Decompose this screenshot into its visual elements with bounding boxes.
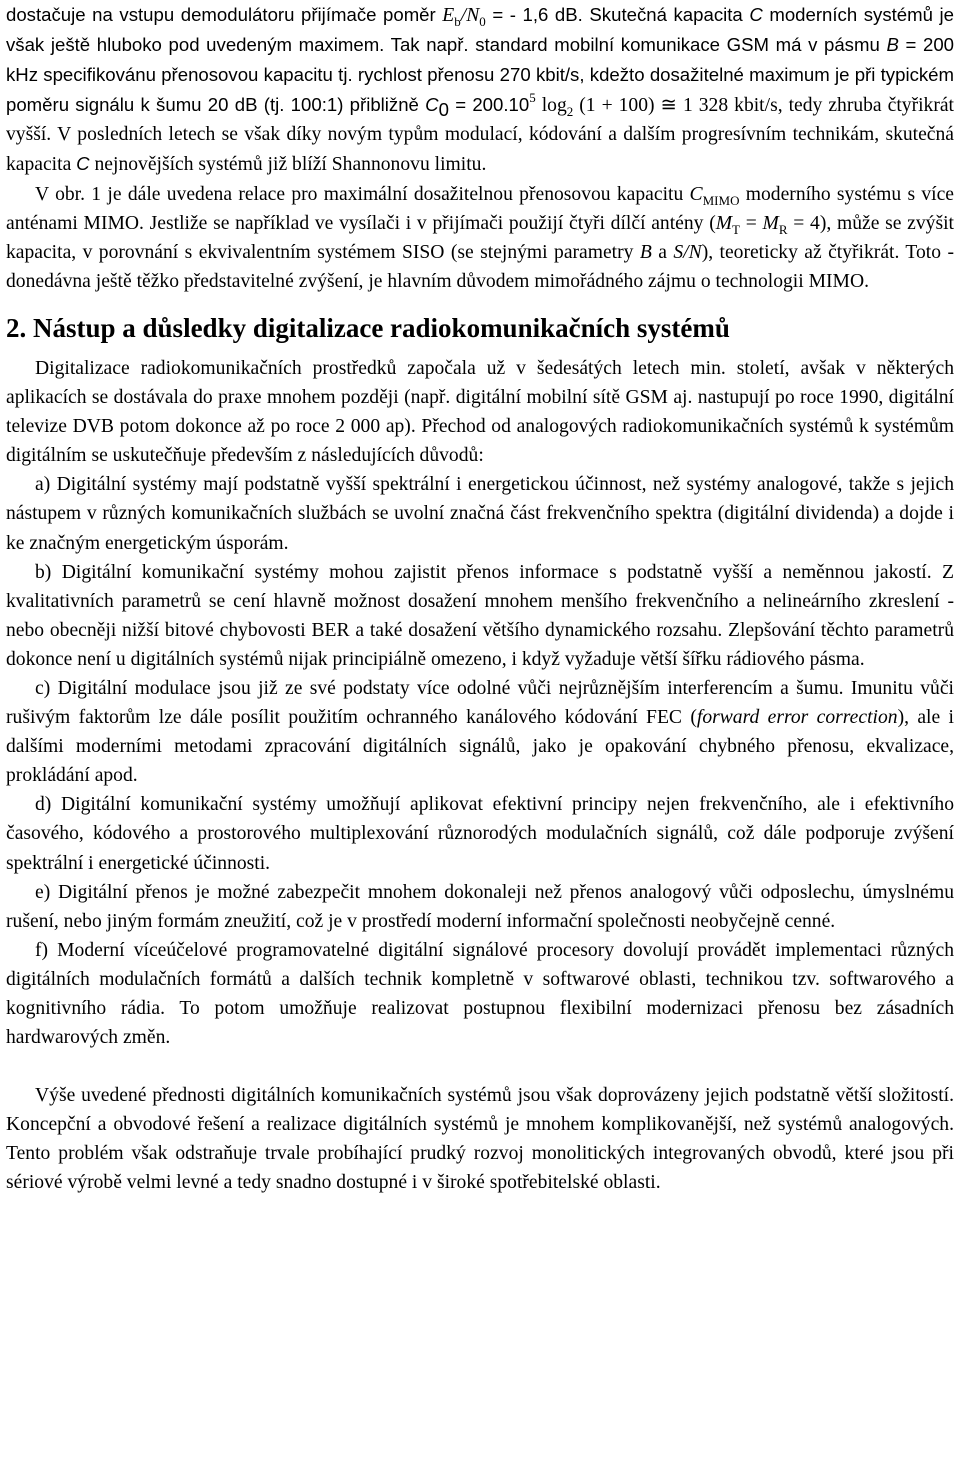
list-item-e: e) Digitální přenos je možné zabezpečit mnohem dokonaleji než přenos analogový vůči odposlechu, úmyslnému rušení, nebo jiným formám zneužití, což je v prostředí moderní informační společnosti neobyčejně cenné. (6, 881, 954, 932)
document-page (6, 0, 954, 1198)
symbol-e: E (442, 5, 455, 26)
text-segment: a (651, 241, 674, 263)
subscript: MIMO (702, 192, 740, 208)
paragraph-digitalization: Digitalizace radiokomunikačních prostředků započala už v šedesátých letech min. století, avšak v některých aplikacích se dostávala do praxe mnohem později (např. digitální mobilní sítě GSM aj. nastupují po roce 1990, digitální televize DVB potom dokonce až po roce 2 000 ap). Přechod od analogových radiokomunikačních systémů k systémům digitálním se uskutečňuje především z následujících důvodů: (6, 357, 954, 467)
symbol-c0: C (425, 94, 439, 116)
text-segment: = - 1,6 dB. Skutečná kapacita (485, 4, 750, 25)
symbol-n: /N (460, 5, 480, 26)
list-item-b: b) Digitální komunikační systémy mohou zajistit přenos informace s podstatně vyšší a neměnnou jakostí. Z kvalitativních parametrů se cení hlavně možnost dosažení mnohem menšího frekvenčního a nelineárního zkreslení - nebo obecněji nižší bitové chybovosti BER a také dosažení většího dynamického rozsahu. Zlepšování těchto parametrů dokonce není u digitálních systémů nijak principiálně omezeno, i když vyžaduje větší šířku rádiového pásma. (6, 561, 954, 670)
symbol-b: B (886, 34, 899, 56)
text-segment: c) Digitální modulace jsou již ze své podstaty více odolné vůči nejrůznějším interferencím a šumu. Imunitu vůči rušivým faktorům lze dále posílit použitím ochranného kanálového kódování FEC ( (6, 677, 954, 729)
subscript: 2 (566, 104, 574, 120)
subscript: T (732, 221, 740, 237)
text-segment: (1 + 100) ≅ 1 328 kbit/s, tedy zhruba čtyřikrát vyšší. (6, 95, 954, 146)
symbol-b: B (639, 241, 652, 263)
symbol-m: M (715, 212, 733, 234)
symbol-c: C (749, 4, 763, 25)
symbol-c: C (76, 153, 90, 175)
text-segment: = (740, 212, 763, 234)
superscript: 5 (529, 90, 536, 106)
text-segment: nejnovějších systémů již blíží Shannonovu limitu. (89, 154, 487, 176)
text-segment: log (535, 95, 567, 117)
symbol-sn: S/N (673, 241, 702, 263)
text-segment: ), ale i dalšími moderními metodami zpracování digitálních signálů, jako je opakování chybného přenosu, ekvalizace, prokládání apod. (6, 707, 954, 787)
text-segment: = 200.10 (448, 94, 530, 116)
italic-term: forward error correction (696, 707, 898, 729)
text-segment: V obr. 1 je dále uvedena relace pro maximální dosažitelnou přenosovou kapacitu (35, 183, 690, 205)
list-item-d: d) Digitální komunikační systémy umožňují aplikovat efektivní principy nejen frekvenčního, ale i efektivního časového, kódového a prostorového multiplexování různorodých modulačních signálů, což dále podporuje zvýšení spektrální i energetické účinnosti. (6, 794, 954, 874)
symbol-c: C (689, 183, 703, 205)
symbol-m: M (762, 212, 779, 234)
subscript: b (454, 14, 461, 29)
subscript: R (778, 221, 788, 237)
text-segment: moderních systémů je však ještě hluboko pod uvedeným maximem. Tak např. standard mobilní komunikace GSM má v pásmu (6, 4, 955, 56)
text-segment: = 200 kHz specifikovánu přenosovou kapacitu tj. rychlost přenosu 270 kbit/s, kdežto dosažitelné maximum je při typickém poměru signálu k šumu 20 dB (tj. 100:1) přibližně (6, 34, 955, 116)
paragraph-conclusion: Výše uvedené přednosti digitálních komunikačních systémů jsou však doprovázeny jejich podstatně větší složitostí. Koncepční a obvodové řešení a realizace digitálních systémů je mnohem komplikovanější, než systémů analogových. Tento problém však odstraňuje trvale probíhající prudký rozvoj monolitických integrovaných obvodů, které jsou při sériové výrobě velmi levné a tedy snadno dostupné i v široké spotřebitelské oblasti. (6, 1085, 954, 1194)
subscript: 0 (438, 99, 449, 121)
list-item-a: a) Digitální systémy mají podstatně vyšší spektrální i energetickou účinnost, než systémy analogové, takže s jejich nástupem v různých komunikačních službách se uvolní značná část frekvenčního spektra (digitální dividenda) a dojde i ke značným energetickým úsporám. (6, 474, 954, 554)
subscript: 0 (479, 14, 486, 29)
text-segment: moderního systému s více anténami MIMO. Jestliže se například ve vysílači i v přijímači použijí čtyři dílčí antény ( (6, 183, 954, 234)
text-segment: V posledních letech se však díky novým typům modulací, kódování a dalším progresívním technikám, skutečná kapacita (6, 124, 954, 176)
text-segment: = 4), může se zvýšit kapacita, v porovnání s ekvivalentním systémem SISO (se stejnými parametry (6, 212, 954, 263)
section-heading: 2. Nástup a důsledky digitalizace radiokomunikačních systémů (6, 312, 730, 343)
paragraph-capacity-intro (6, 0, 954, 180)
paragraph-spacer (6, 1052, 954, 1081)
list-item-c (6, 674, 954, 790)
paragraph-mimo (6, 180, 954, 296)
list-item-f: f) Moderní víceúčelové programovatelné digitální signálové procesory dovolují provádět implementaci různých digitálních modulačních formátů a dalších technik kompletně v softwarové oblasti, technikou tzv. softwarového a kognitivního rádia. To potom umožňuje realizovat postupnou flexibilní modernizaci přenosu bez zásadních hardwarových změn. (6, 939, 954, 1049)
text-segment: ), teoreticky až čtyřikrát. Toto - donedávna ještě těžko představitelné zvýšení, je hlavním důvodem mimořádného zájmu o technologii MIMO. (6, 241, 954, 292)
text-segment: dostačuje na vstupu demodulátoru přijímače poměr (6, 4, 443, 25)
